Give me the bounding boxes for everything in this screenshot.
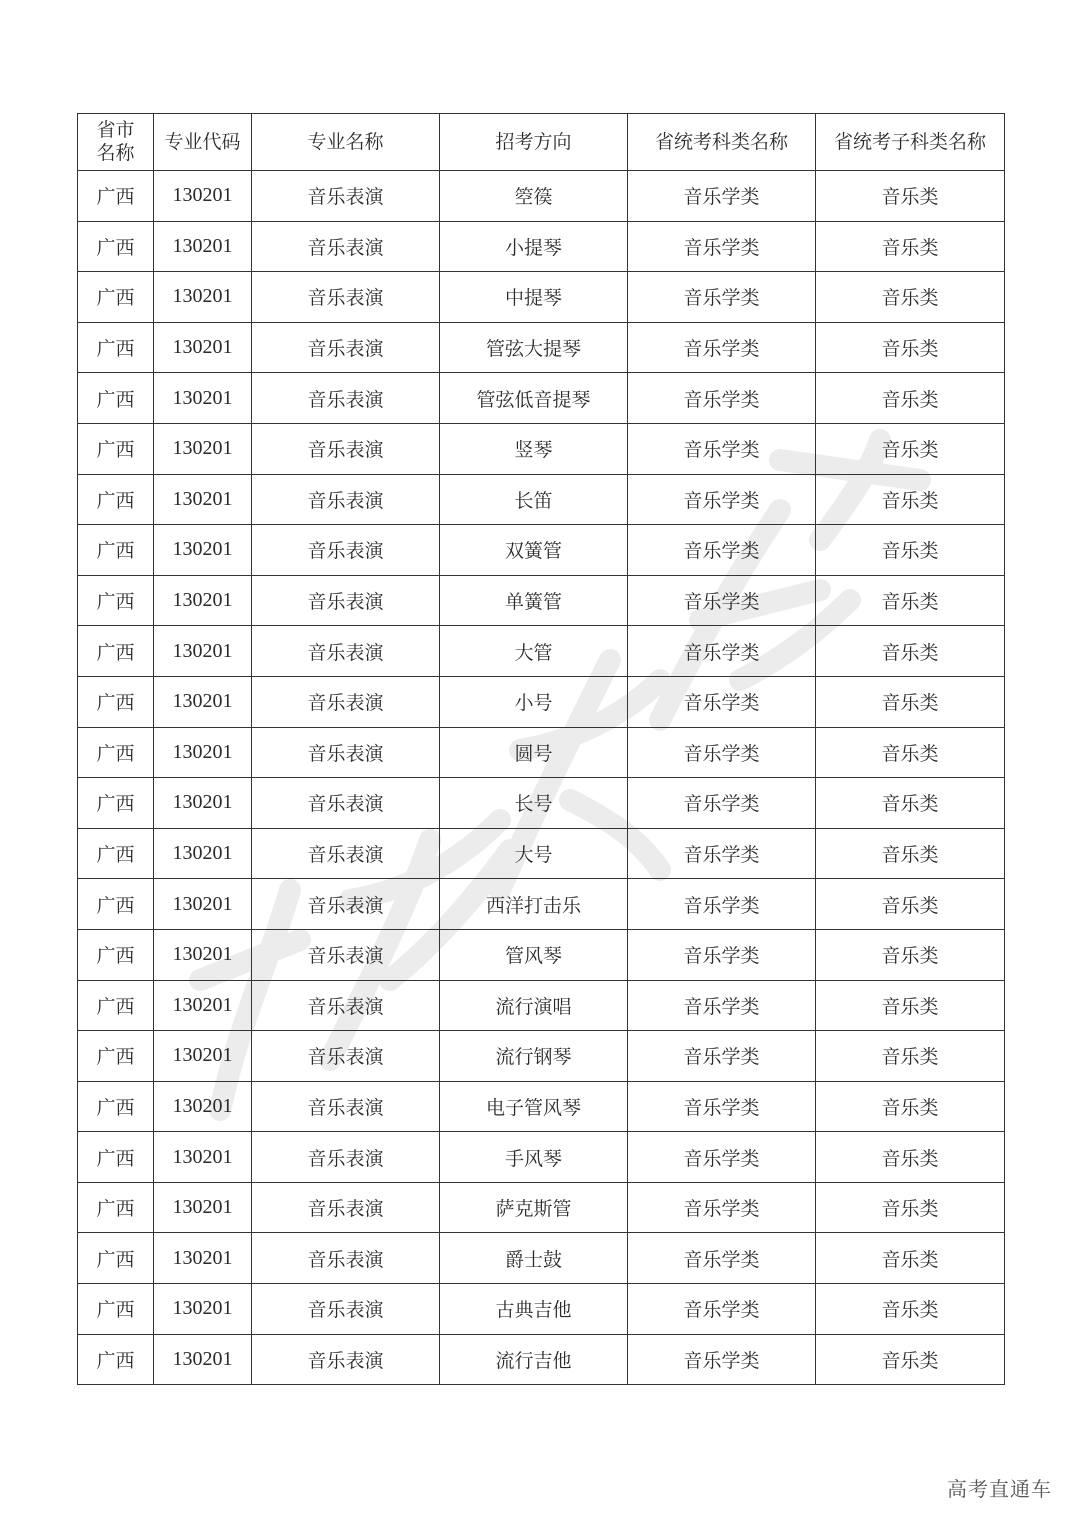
cell-direction: 流行吉他	[440, 1334, 628, 1385]
cell-category: 音乐学类	[628, 1334, 816, 1385]
cell-major-code: 130201	[154, 676, 252, 727]
cell-subcategory: 音乐类	[816, 980, 1005, 1031]
cell-major-code: 130201	[154, 373, 252, 424]
cell-category: 音乐学类	[628, 929, 816, 980]
cell-direction: 长号	[440, 778, 628, 829]
table-row	[78, 474, 1005, 525]
cell-subcategory: 音乐类	[816, 423, 1005, 474]
cell-major-code: 130201	[154, 626, 252, 677]
cell-subcategory: 音乐类	[816, 828, 1005, 879]
table-row	[78, 322, 1005, 373]
cell-direction: 长笛	[440, 474, 628, 525]
cell-province: 广西	[78, 474, 154, 525]
cell-category: 音乐学类	[628, 272, 816, 323]
table-row	[78, 1233, 1005, 1284]
cell-province: 广西	[78, 272, 154, 323]
cell-direction: 单簧管	[440, 575, 628, 626]
cell-major-name: 音乐表演	[252, 322, 440, 373]
cell-category: 音乐学类	[628, 727, 816, 778]
brand-label: 高考直通车	[947, 1477, 1052, 1501]
cell-category: 音乐学类	[628, 1182, 816, 1233]
cell-major-name: 音乐表演	[252, 1081, 440, 1132]
cell-direction: 圆号	[440, 727, 628, 778]
table-row	[78, 626, 1005, 677]
cell-subcategory: 音乐类	[816, 1233, 1005, 1284]
table-row	[78, 171, 1005, 222]
table-row	[78, 1334, 1005, 1385]
cell-major-code: 130201	[154, 980, 252, 1031]
cell-major-code: 130201	[154, 1334, 252, 1385]
cell-subcategory: 音乐类	[816, 474, 1005, 525]
cell-category: 音乐学类	[628, 626, 816, 677]
cell-category: 音乐学类	[628, 828, 816, 879]
cell-direction: 小号	[440, 676, 628, 727]
cell-major-code: 130201	[154, 525, 252, 576]
cell-subcategory: 音乐类	[816, 1132, 1005, 1183]
table-row	[78, 778, 1005, 829]
cell-province: 广西	[78, 1132, 154, 1183]
cell-subcategory: 音乐类	[816, 676, 1005, 727]
cell-province: 广西	[78, 171, 154, 222]
cell-subcategory: 音乐类	[816, 171, 1005, 222]
cell-major-name: 音乐表演	[252, 575, 440, 626]
cell-major-name: 音乐表演	[252, 221, 440, 272]
cell-major-code: 130201	[154, 1081, 252, 1132]
cell-province: 广西	[78, 626, 154, 677]
cell-direction: 流行钢琴	[440, 1031, 628, 1082]
table-body	[78, 171, 1005, 1385]
cell-province: 广西	[78, 727, 154, 778]
cell-direction: 古典吉他	[440, 1284, 628, 1335]
cell-subcategory: 音乐类	[816, 373, 1005, 424]
cell-major-name: 音乐表演	[252, 272, 440, 323]
cell-province: 广西	[78, 373, 154, 424]
table-row	[78, 1081, 1005, 1132]
table-row	[78, 221, 1005, 272]
header-subcategory: 省统考子科类名称	[816, 114, 1005, 171]
cell-major-code: 130201	[154, 474, 252, 525]
cell-category: 音乐学类	[628, 171, 816, 222]
cell-category: 音乐学类	[628, 778, 816, 829]
cell-major-name: 音乐表演	[252, 171, 440, 222]
cell-major-name: 音乐表演	[252, 525, 440, 576]
cell-major-code: 130201	[154, 1233, 252, 1284]
cell-category: 音乐学类	[628, 1081, 816, 1132]
cell-direction: 爵士鼓	[440, 1233, 628, 1284]
cell-major-name: 音乐表演	[252, 828, 440, 879]
cell-direction: 大管	[440, 626, 628, 677]
cell-direction: 管风琴	[440, 929, 628, 980]
cell-subcategory: 音乐类	[816, 1334, 1005, 1385]
cell-major-name: 音乐表演	[252, 373, 440, 424]
cell-category: 音乐学类	[628, 423, 816, 474]
cell-major-name: 音乐表演	[252, 727, 440, 778]
cell-direction: 手风琴	[440, 1132, 628, 1183]
cell-major-code: 130201	[154, 272, 252, 323]
major-table	[77, 113, 1005, 1385]
table-row	[78, 272, 1005, 323]
table-row	[78, 828, 1005, 879]
cell-major-code: 130201	[154, 879, 252, 930]
cell-province: 广西	[78, 423, 154, 474]
cell-category: 音乐学类	[628, 525, 816, 576]
cell-direction: 箜篌	[440, 171, 628, 222]
cell-province: 广西	[78, 676, 154, 727]
cell-major-name: 音乐表演	[252, 1233, 440, 1284]
cell-major-code: 130201	[154, 1182, 252, 1233]
cell-direction: 大号	[440, 828, 628, 879]
cell-direction: 萨克斯管	[440, 1182, 628, 1233]
cell-major-name: 音乐表演	[252, 1031, 440, 1082]
cell-major-name: 音乐表演	[252, 423, 440, 474]
cell-major-name: 音乐表演	[252, 980, 440, 1031]
cell-subcategory: 音乐类	[816, 1182, 1005, 1233]
cell-category: 音乐学类	[628, 474, 816, 525]
cell-category: 音乐学类	[628, 980, 816, 1031]
table-row	[78, 929, 1005, 980]
cell-major-code: 130201	[154, 171, 252, 222]
cell-province: 广西	[78, 778, 154, 829]
cell-major-code: 130201	[154, 929, 252, 980]
cell-major-name: 音乐表演	[252, 1182, 440, 1233]
cell-major-code: 130201	[154, 778, 252, 829]
cell-subcategory: 音乐类	[816, 1031, 1005, 1082]
cell-province: 广西	[78, 980, 154, 1031]
cell-major-name: 音乐表演	[252, 929, 440, 980]
cell-category: 音乐学类	[628, 1132, 816, 1183]
cell-province: 广西	[78, 525, 154, 576]
cell-major-code: 130201	[154, 423, 252, 474]
cell-category: 音乐学类	[628, 1284, 816, 1335]
table-row	[78, 676, 1005, 727]
cell-province: 广西	[78, 879, 154, 930]
cell-category: 音乐学类	[628, 221, 816, 272]
cell-major-code: 130201	[154, 1284, 252, 1335]
cell-major-code: 130201	[154, 575, 252, 626]
cell-category: 音乐学类	[628, 373, 816, 424]
cell-direction: 管弦低音提琴	[440, 373, 628, 424]
cell-direction: 小提琴	[440, 221, 628, 272]
cell-major-code: 130201	[154, 1031, 252, 1082]
cell-subcategory: 音乐类	[816, 1284, 1005, 1335]
table-row	[78, 1132, 1005, 1183]
cell-major-name: 音乐表演	[252, 1334, 440, 1385]
cell-major-code: 130201	[154, 727, 252, 778]
cell-major-name: 音乐表演	[252, 626, 440, 677]
cell-province: 广西	[78, 1081, 154, 1132]
table-row	[78, 373, 1005, 424]
cell-province: 广西	[78, 828, 154, 879]
cell-major-code: 130201	[154, 221, 252, 272]
cell-direction: 流行演唱	[440, 980, 628, 1031]
table-row	[78, 879, 1005, 930]
header-province: 省市名称	[78, 114, 154, 171]
table-row	[78, 1182, 1005, 1233]
cell-subcategory: 音乐类	[816, 879, 1005, 930]
cell-province: 广西	[78, 1284, 154, 1335]
table-row	[78, 525, 1005, 576]
cell-province: 广西	[78, 929, 154, 980]
table-row	[78, 575, 1005, 626]
cell-subcategory: 音乐类	[816, 727, 1005, 778]
table-row	[78, 727, 1005, 778]
cell-major-name: 音乐表演	[252, 778, 440, 829]
cell-province: 广西	[78, 1334, 154, 1385]
table-row	[78, 423, 1005, 474]
cell-major-code: 130201	[154, 322, 252, 373]
cell-major-code: 130201	[154, 1132, 252, 1183]
cell-direction: 管弦大提琴	[440, 322, 628, 373]
cell-major-name: 音乐表演	[252, 879, 440, 930]
cell-subcategory: 音乐类	[816, 1081, 1005, 1132]
header-major-code: 专业代码	[154, 114, 252, 171]
cell-category: 音乐学类	[628, 676, 816, 727]
cell-direction: 电子管风琴	[440, 1081, 628, 1132]
cell-subcategory: 音乐类	[816, 575, 1005, 626]
cell-major-name: 音乐表演	[252, 676, 440, 727]
cell-direction: 双簧管	[440, 525, 628, 576]
cell-subcategory: 音乐类	[816, 322, 1005, 373]
cell-major-name: 音乐表演	[252, 1284, 440, 1335]
cell-category: 音乐学类	[628, 1031, 816, 1082]
header-category: 省统考科类名称	[628, 114, 816, 171]
table-row	[78, 1031, 1005, 1082]
cell-category: 音乐学类	[628, 575, 816, 626]
header-major-name: 专业名称	[252, 114, 440, 171]
cell-direction: 西洋打击乐	[440, 879, 628, 930]
cell-subcategory: 音乐类	[816, 221, 1005, 272]
cell-province: 广西	[78, 575, 154, 626]
cell-category: 音乐学类	[628, 879, 816, 930]
cell-subcategory: 音乐类	[816, 272, 1005, 323]
cell-subcategory: 音乐类	[816, 525, 1005, 576]
table-row	[78, 980, 1005, 1031]
cell-province: 广西	[78, 1031, 154, 1082]
header-direction: 招考方向	[440, 114, 628, 171]
table-header-row	[78, 114, 1005, 171]
table-row	[78, 1284, 1005, 1335]
cell-direction: 竖琴	[440, 423, 628, 474]
cell-major-code: 130201	[154, 828, 252, 879]
cell-subcategory: 音乐类	[816, 626, 1005, 677]
cell-subcategory: 音乐类	[816, 778, 1005, 829]
cell-subcategory: 音乐类	[816, 929, 1005, 980]
cell-province: 广西	[78, 322, 154, 373]
cell-category: 音乐学类	[628, 322, 816, 373]
cell-major-name: 音乐表演	[252, 474, 440, 525]
cell-category: 音乐学类	[628, 1233, 816, 1284]
cell-province: 广西	[78, 1182, 154, 1233]
cell-major-name: 音乐表演	[252, 1132, 440, 1183]
cell-direction: 中提琴	[440, 272, 628, 323]
cell-province: 广西	[78, 221, 154, 272]
cell-province: 广西	[78, 1233, 154, 1284]
